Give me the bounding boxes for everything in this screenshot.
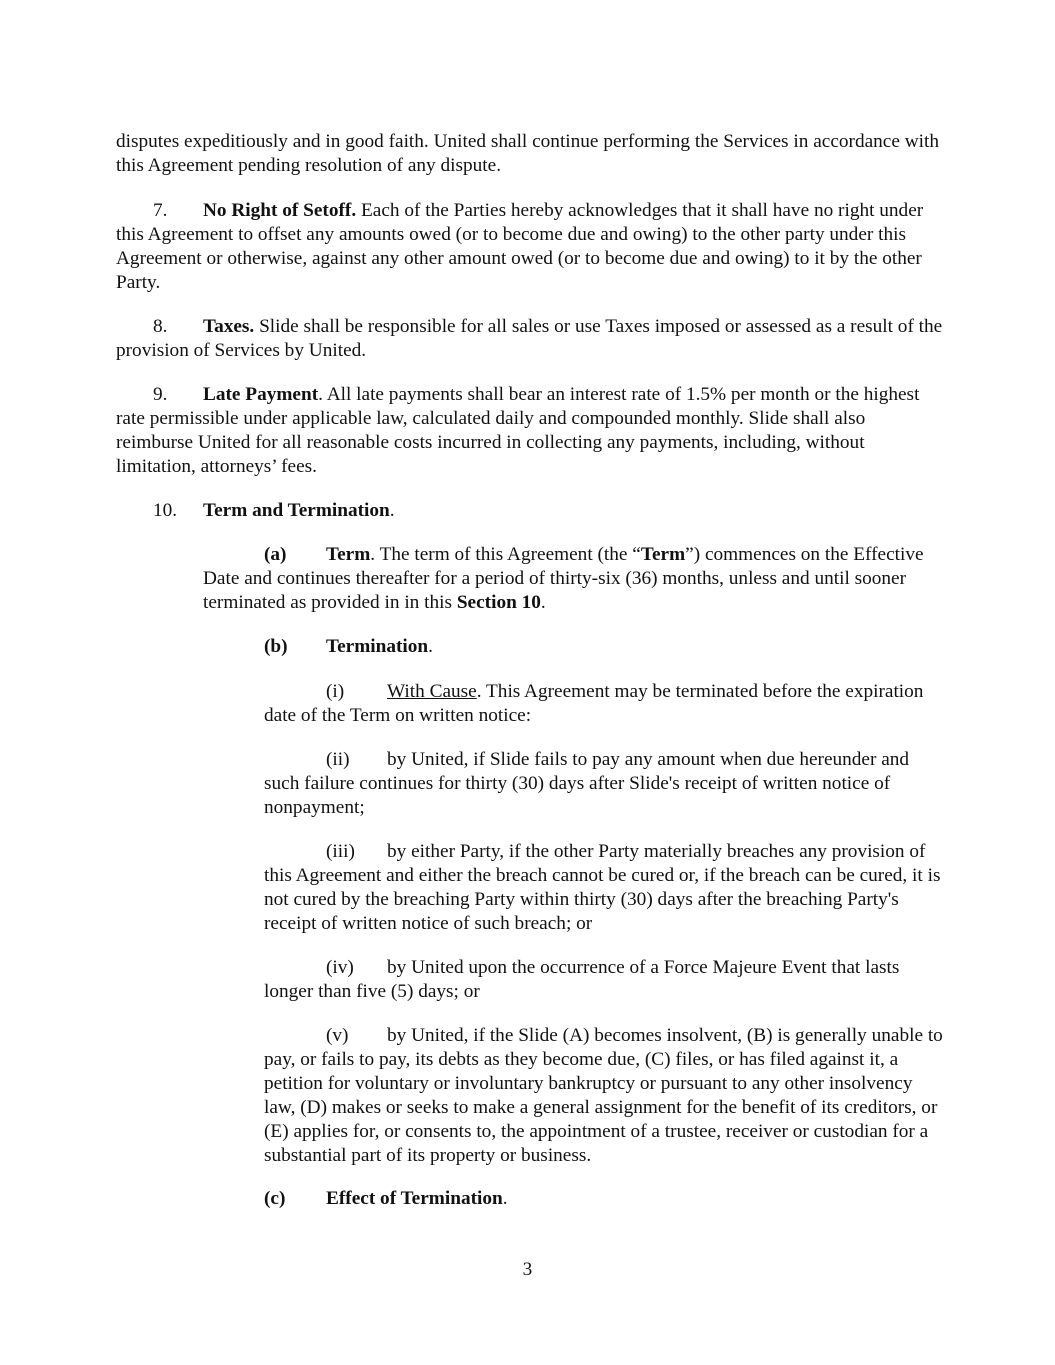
- section-10a-label: (a): [264, 544, 287, 565]
- section-10b-i-label: (i): [326, 681, 345, 702]
- section-10b-iii: (iii) by either Party, if the other Party materially breaches any provision of this Agreement and either the breach cannot be cured or, if the breach can be cured, it is not cured by the breaching Party within thirty (30) days after the breaching Party's receipt of written notice of such breach; or: [264, 841, 941, 934]
- section-10b-i-heading: With Cause: [387, 681, 477, 702]
- section-10: 10. Term and Termination.: [153, 500, 395, 521]
- section-8: [116, 315, 946, 363]
- section-10b-ii: (ii) by United, if Slide fails to pay any amount when due hereunder and such failure continues for thirty (30) days after Slide's receipt of written notice of nonpayment;: [264, 749, 910, 818]
- section-10-heading: Term and Termination: [203, 500, 390, 521]
- section-10b-ii-label: (ii): [326, 749, 350, 770]
- section-10b-heading: Termination: [326, 636, 429, 657]
- section-10b-v: (v) by United, if the Slide (A) becomes insolvent, (B) is generally unable to pay, or fails to pay, its debts as they become due, (C) files, or has filed against it, a petition for voluntary or involuntary bankruptcy or pursuant to any other insolvency law, (D) makes or seeks to make a general assignment for the benefit of its creditors, or (E) applies for, or consents to, the appointment of a trustee, receiver or custodian for a substantial part of its property or business.: [264, 1025, 943, 1166]
- section-8-text: Slide shall be responsible for all sales or use Taxes imposed or assessed as a result of the provision of Services by United.: [116, 316, 943, 361]
- section-7-number: 7.: [153, 200, 168, 221]
- section-10b-iv: (iv) by United upon the occurrence of a Force Majeure Event that lasts longer than five (5) days; or: [264, 957, 900, 1002]
- page-number: 3: [522, 1259, 533, 1280]
- section-9: [116, 383, 946, 479]
- continuation-text: disputes expeditiously and in good faith. United shall continue performing the Services in accordance with this Agreement pending resolution of any dispute.: [116, 131, 939, 176]
- section-7-text: Each of the Parties hereby acknowledges that it shall have no right under this Agreement to offset any amounts owed (or to become due and owing) to the other party under this Agreement or otherwise, against any other amount owed (or to become due and owing) to it by the other Party.: [116, 200, 924, 293]
- section-7-heading: No Right of Setoff.: [203, 200, 357, 221]
- section-9-heading: Late Payment: [203, 384, 319, 405]
- section-10a-heading: Term: [326, 544, 371, 565]
- section-10b-label: (b): [264, 636, 288, 657]
- defined-term: Term: [640, 544, 686, 565]
- section-9-text: . All late payments shall bear an interest rate of 1.5% per month or the highest rate permissible under applicable law, calculated daily and compounded monthly. Slide shall also reimburse United for all reasonable costs incurred in collecting any payments, including, without limitation, attorneys’ fees.: [116, 384, 920, 477]
- section-10c-heading: Effect of Termination: [326, 1188, 503, 1209]
- section-10c-label: (c): [264, 1188, 286, 1209]
- section-10b-v-label: (v): [326, 1025, 349, 1046]
- section-10c: (c) Effect of Termination.: [264, 1188, 508, 1209]
- section-10b-iv-label: (iv): [326, 957, 354, 978]
- section-reference: Section 10: [456, 592, 541, 613]
- section-9-number: 9.: [153, 384, 168, 405]
- section-7: [116, 199, 946, 295]
- section-8-heading: Taxes.: [203, 316, 255, 337]
- section-8-number: 8.: [153, 316, 168, 337]
- section-10b-i: (i) With Cause. This Agreement may be terminated before the expiration date of the Term on written notice:: [264, 681, 924, 726]
- section-10a: (a) Term. The term of this Agreement (the “Term”) commences on the Effective Date and continues thereafter for a period of thirty-six (36) months, unless and until sooner terminated as provided in in this Section 10.: [203, 544, 924, 613]
- section-10-number: 10.: [153, 500, 178, 521]
- continuation-paragraph: [116, 130, 946, 178]
- section-10b-iii-label: (iii): [326, 841, 355, 862]
- section-10b: (b) Termination.: [264, 636, 433, 657]
